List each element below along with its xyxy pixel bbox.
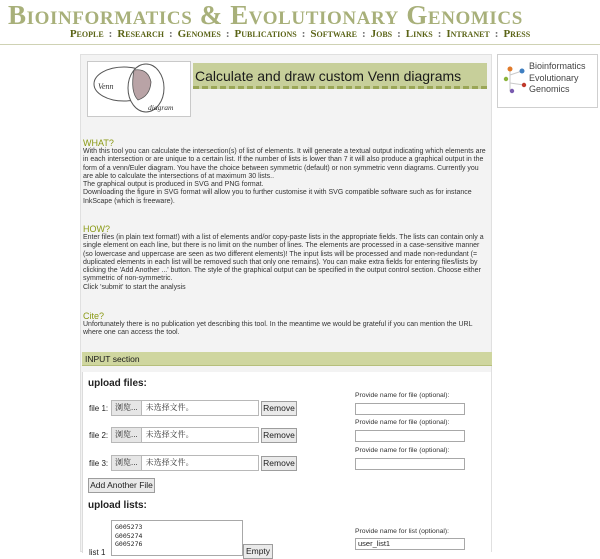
file-2-input[interactable] <box>111 427 259 443</box>
nav-links[interactable]: Links <box>405 28 433 40</box>
file-1-label: file 1: <box>89 404 109 413</box>
file-3-label: file 3: <box>89 459 109 468</box>
main-content <box>80 54 492 557</box>
nav-intranet[interactable]: Intranet <box>446 28 490 40</box>
nav-press[interactable]: Press <box>503 28 531 40</box>
list-1-label: list 1 <box>89 548 106 557</box>
browse-button[interactable]: 浏览... <box>112 401 142 415</box>
nav-software[interactable]: Software <box>310 28 357 40</box>
remove-file-3-button[interactable]: Remove <box>261 456 297 471</box>
browse-button[interactable]: 浏览... <box>112 428 142 442</box>
what-paragraph-1: With this tool you can calculate the intersection(s) of list of elements. It will generate a textual output indicating which elements are in each intersection or are unique to a certain list. If the number of lists is lower than 7 it will also produce a graphical output in the form of a venn/Euler diagram. You have the choice between symmetric (default) or non symmetric venn diagrams. Currently you are able to calculate the intersections of at maximum 30 lists.. <box>83 148 486 180</box>
venn-label: Venn <box>98 82 114 91</box>
top-navigation <box>0 28 600 44</box>
list-1-textarea[interactable]: G005273 G005274 G005276 <box>111 520 243 556</box>
cite-body <box>83 321 489 338</box>
empty-list-button[interactable]: Empty <box>243 544 273 559</box>
file-2-label: file 2: <box>89 431 109 440</box>
site-title: Bioinformatics & Evolutionary Genomics <box>8 0 523 30</box>
nav-separator: : <box>437 28 442 40</box>
what-paragraph-3: Downloading the figure in SVG format will allow you to further customise it with SVG compatible software such as for instance InkScape (which is freeware). <box>83 189 472 205</box>
nav-separator: : <box>397 28 401 40</box>
no-file-text: 未选择文件。 <box>145 403 194 412</box>
diagram-label: diagram <box>148 103 174 112</box>
file-3-name-label: Provide name for file (optional): <box>355 447 450 454</box>
nav-research[interactable]: Research <box>117 28 164 40</box>
page-title: Calculate and draw custom Venn diagrams <box>193 63 487 89</box>
nav-jobs[interactable]: Jobs <box>370 28 393 40</box>
nav-publications[interactable]: Publications <box>234 28 297 40</box>
remove-file-1-button[interactable]: Remove <box>261 401 297 416</box>
what-paragraph-2: The graphical output is produced in SVG and PNG format. <box>83 181 264 189</box>
logo-line-1: Bioinformatics <box>529 61 586 71</box>
list-1-name-input[interactable]: user_list1 <box>355 538 465 550</box>
nav-genomes[interactable]: Genomes <box>177 28 221 40</box>
venn-diagram-icon <box>88 62 190 116</box>
input-section-header: INPUT section <box>82 352 492 366</box>
logo-text <box>529 61 586 96</box>
how-paragraph-1: Enter files (in plain text format!) with a list of elements and/or copy-paste lists in the appropriate fields. The lists can contain only a single element on each line, but there is no limit on the number of lines. The elements are processed in a case-sensitive manner (so lowercase and uppercase are seen as two different elements)! The input lists will be processed and made non-redundant (= duplicated elements in each list will be removed such that only one remains). You can make extra fields for entering files/lists by clicking the 'Add Another ...' button. The style of the graphical output can be specified in the output control section. Choose either symmetric of non-symmetric. <box>83 234 484 283</box>
upload-files-heading: upload files: <box>88 378 147 389</box>
file-3-input[interactable] <box>111 455 259 471</box>
browse-button[interactable]: 浏览... <box>112 456 142 470</box>
logo-line-3: Genomics <box>529 84 570 94</box>
file-1-input[interactable] <box>111 400 259 416</box>
file-1-name-label: Provide name for file (optional): <box>355 392 450 399</box>
how-heading: HOW? <box>83 224 110 234</box>
nav-people[interactable]: People <box>69 28 104 40</box>
how-body <box>83 234 489 292</box>
file-2-name-input[interactable] <box>355 430 465 442</box>
list-1-name-label: Provide name for list (optional): <box>355 528 450 535</box>
add-another-file-button[interactable]: Add Another File <box>88 478 155 493</box>
what-heading: WHAT? <box>83 138 114 148</box>
nav-separator: : <box>494 28 499 40</box>
nav-separator: : <box>168 28 173 40</box>
what-body <box>83 148 489 206</box>
bioinformatics-logo <box>497 54 598 108</box>
file-2-name-label: Provide name for file (optional): <box>355 419 450 426</box>
remove-file-2-button[interactable]: Remove <box>261 428 297 443</box>
input-form <box>82 372 491 557</box>
file-3-name-input[interactable] <box>355 458 465 470</box>
nav-separator: : <box>361 28 366 40</box>
nav-separator: : <box>108 28 113 40</box>
cite-paragraph-1: Unfortunately there is no publication yet describing this tool. In the meantime we would be grateful if you can mention the URL where one can access the tool. <box>83 321 473 337</box>
no-file-text: 未选择文件。 <box>145 430 194 439</box>
logo-line-2: Evolutionary <box>529 72 579 83</box>
nav-separator: : <box>225 28 230 40</box>
venn-logo <box>87 61 191 117</box>
how-paragraph-2: Click 'submit' to start the analysis <box>83 283 186 291</box>
no-file-text: 未选择文件。 <box>145 458 194 467</box>
file-1-name-input[interactable] <box>355 403 465 415</box>
logo-mark-icon <box>500 61 530 101</box>
upload-lists-heading: upload lists: <box>88 500 147 511</box>
nav-separator: : <box>301 28 306 40</box>
cite-heading: Cite? <box>83 311 105 321</box>
header-divider <box>0 44 600 45</box>
